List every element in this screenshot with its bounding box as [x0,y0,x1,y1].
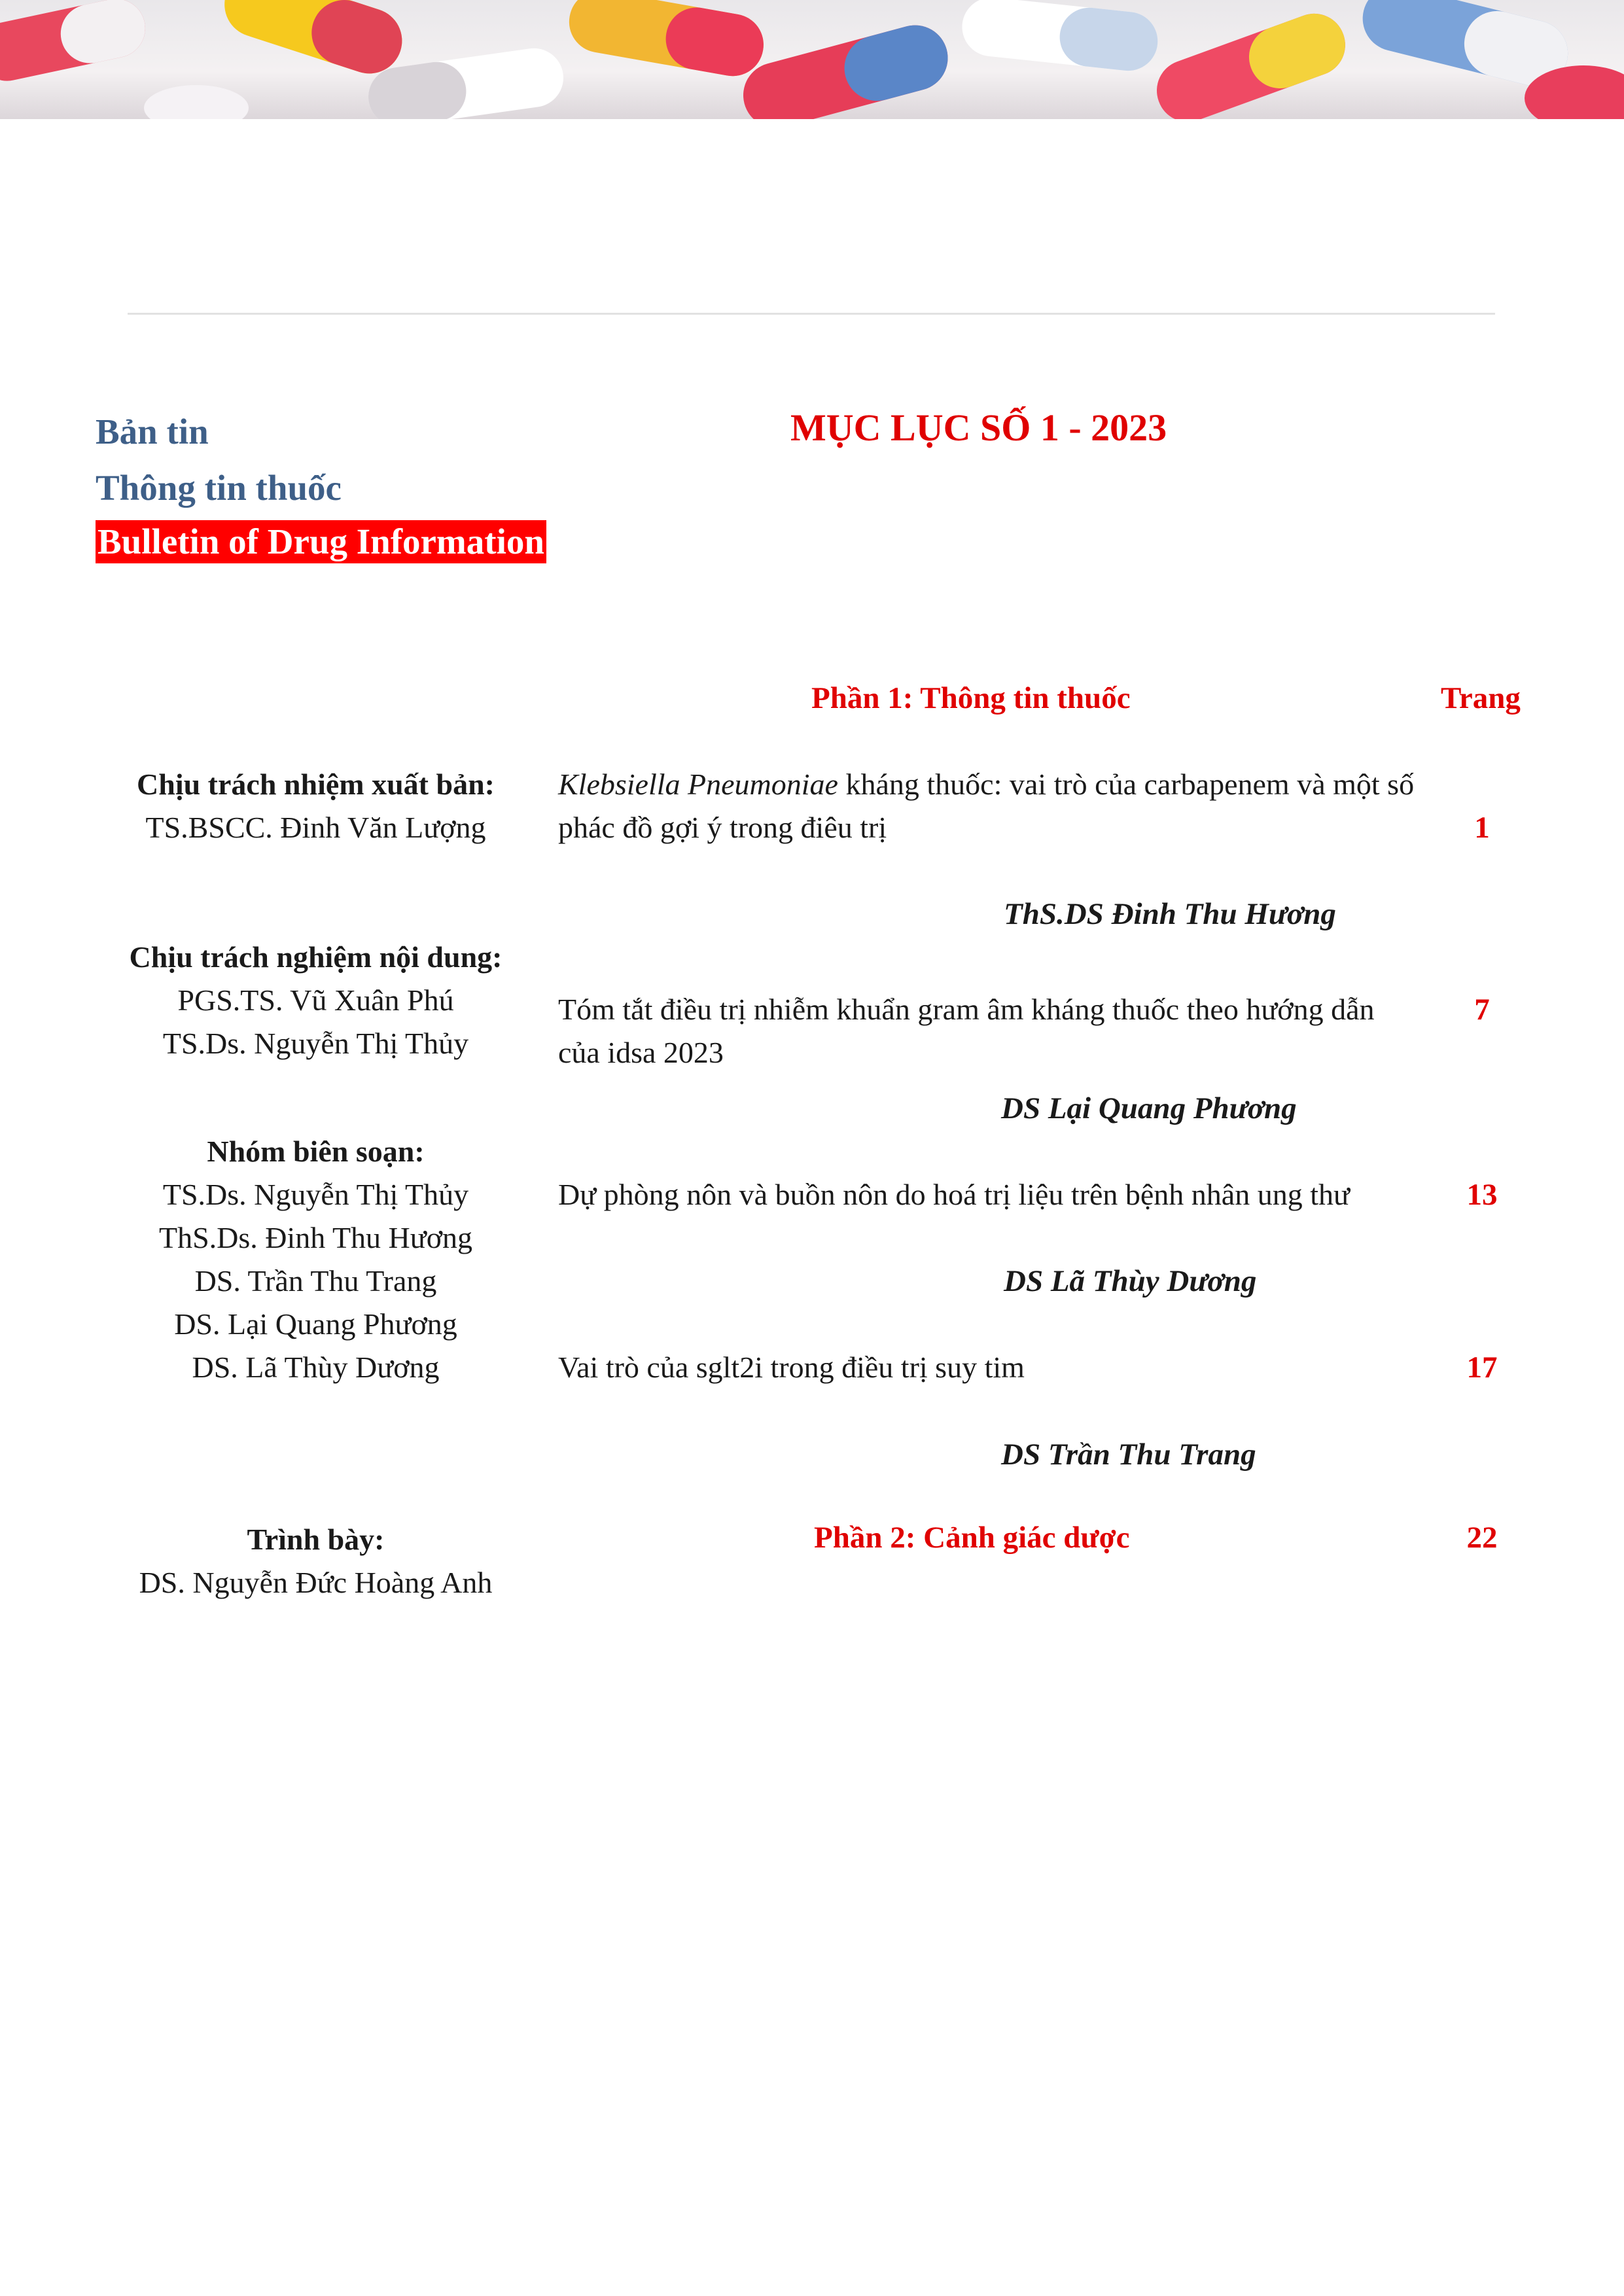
masthead-line1: Bản tin [96,412,209,451]
article-title-text: Dự phòng nôn và buồn nôn do hoá trị liệu trên bệnh nhân ung thư [558,1178,1350,1211]
masthead-english-label: Bulletin of Drug Information [96,520,546,563]
article-page-number[interactable]: 17 [1466,1351,1498,1385]
article-page-number[interactable]: 13 [1466,1178,1498,1212]
toc-title: MỤC LỤC SỐ 1 - 2023 [790,406,1167,449]
article-author: DS Lại Quang Phương [1001,1091,1297,1125]
part1-heading: Phần 1: Thông tin thuốc [811,681,1131,715]
staff-name: ThS.Ds. Đinh Thu Hương [158,1221,473,1254]
staff-heading: Nhóm biên soạn: [207,1135,425,1168]
staff-heading: Chịu trách nhiệm xuất bản: [137,768,495,801]
staff-publisher [72,763,559,849]
article-title-text: Vai trò của sglt2i trong điều trị suy tim [558,1351,1025,1384]
article-author: ThS.DS Đinh Thu Hương [1004,897,1336,931]
part2-heading[interactable]: Phần 2: Cảnh giác dược [814,1521,1130,1555]
staff-name: TS.Ds. Nguyễn Thị Thủy [162,1027,469,1060]
staff-heading: Trình bày: [247,1523,385,1556]
article-title[interactable] [558,763,1422,849]
staff-content [72,936,559,1065]
staff-name: PGS.TS. Vũ Xuân Phú [177,983,454,1017]
header-banner-image [0,0,1624,119]
article-title-italic: Klebsiella Pneumoniae [558,768,838,801]
article-page-number[interactable]: 1 [1474,811,1490,845]
staff-editors [72,1130,559,1389]
staff-name: TS.Ds. Nguyễn Thị Thủy [162,1178,469,1211]
staff-name: DS. Trần Thu Trang [194,1264,437,1298]
staff-name: DS. Lã Thùy Dương [192,1351,440,1384]
staff-name: TS.BSCC. Đinh Văn Lượng [145,811,486,844]
page-column-label: Trang [1441,681,1521,715]
staff-name: DS. Nguyễn Đức Hoàng Anh [139,1566,493,1599]
staff-name: DS. Lại Quang Phương [174,1307,457,1341]
part2-page-number[interactable]: 22 [1466,1521,1498,1555]
article-author: DS Trần Thu Trang [1001,1438,1256,1472]
staff-heading: Chịu trách nghiệm nội dung: [129,940,503,974]
article-page-number[interactable]: 7 [1474,993,1490,1027]
article-title[interactable] [558,1346,1422,1389]
masthead-line2: Thông tin thuốc [96,468,342,508]
article-title-text: Tóm tắt điều trị nhiễm khuẩn gram âm kháng thuốc theo hướng dẫn của idsa 2023 [558,993,1375,1069]
article-title-text: kháng thuốc: vai trò của carbapenem và một số phác đồ gợi ý trong điêu trị [558,768,1415,844]
header-divider [128,313,1495,315]
article-author: DS Lã Thùy Dương [1004,1264,1257,1298]
article-title[interactable] [558,1173,1422,1216]
pills-illustration [0,0,1624,119]
article-title[interactable] [558,988,1422,1074]
staff-layout [72,1518,559,1604]
